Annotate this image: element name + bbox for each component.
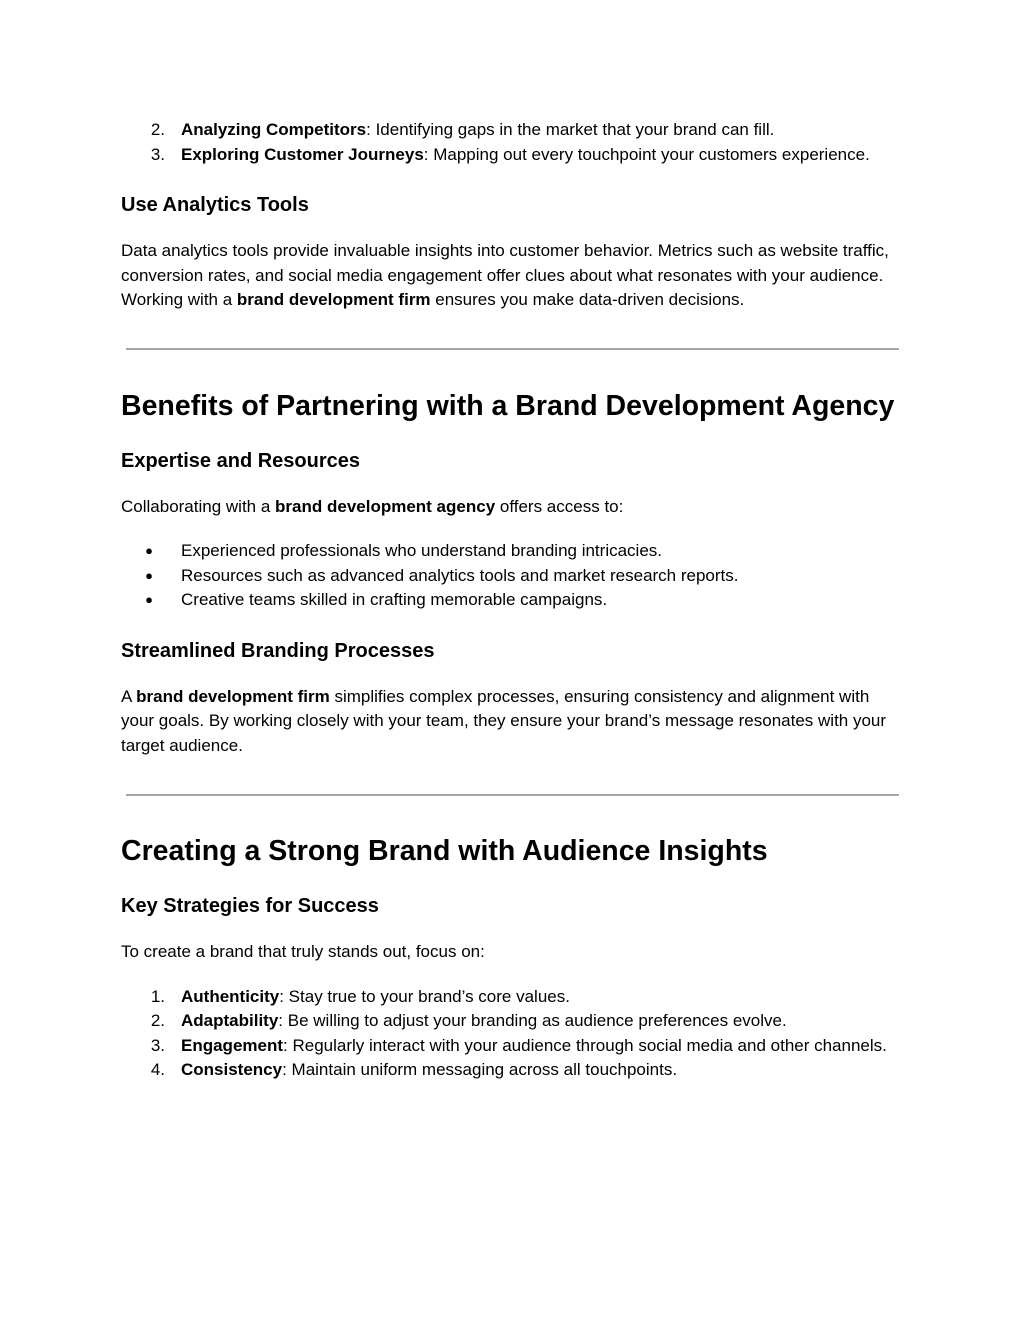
list-item: [121, 143, 901, 168]
bullet-icon: ●: [145, 543, 153, 558]
paragraph-text: Data analytics tools provide invaluable insights into customer behavior. Metrics such as website traffic, conversion rates, and social media engagement offer clues about what resonates with your audience. Working with a: [121, 241, 889, 309]
bullet-icon: ●: [145, 567, 153, 583]
list-text: : Mapping out every touchpoint your customers experience.: [423, 144, 870, 164]
strategies-heading: Key Strategies for Success: [121, 895, 379, 917]
benefits-title: Benefits of Partnering with a Brand Development Agency: [121, 389, 895, 422]
strategies-intro: To create a brand that truly stands out, focus on:: [121, 942, 485, 961]
list-number: 1.: [150, 986, 165, 1006]
analytics-paragraph: [121, 239, 901, 313]
bullet-icon: ●: [145, 592, 153, 607]
list-term: Consistency: [181, 1060, 283, 1079]
list-item: [121, 539, 901, 564]
list-text: : Stay true to your brand’s core values.: [279, 986, 570, 1006]
expertise-intro: [121, 495, 901, 520]
list-term: Exploring Customer Journeys: [181, 144, 424, 164]
list-term: Adaptability: [181, 1011, 279, 1030]
list-item: [121, 588, 901, 613]
list-text: Creative teams skilled in crafting memorable campaigns.: [181, 590, 608, 609]
paragraph-bold: brand development agency: [275, 496, 496, 516]
list-item: [121, 1009, 901, 1034]
list-text: : Be willing to adjust your branding as audience preferences evolve.: [278, 1011, 787, 1030]
list-item: [121, 1058, 901, 1083]
paragraph-bold: brand development firm: [136, 686, 330, 706]
paragraph-text: A: [121, 686, 137, 706]
list-item: [121, 1034, 901, 1059]
list-term: Engagement: [181, 1035, 284, 1055]
list-number: 3.: [150, 1035, 165, 1055]
list-text: Resources such as advanced analytics tools and market research reports.: [181, 565, 739, 585]
expertise-bullet-list: [121, 539, 901, 613]
paragraph-text: Collaborating with a: [121, 496, 276, 516]
list-item: [121, 985, 901, 1010]
expertise-heading: Expertise and Resources: [121, 449, 360, 472]
list-text: : Maintain uniform messaging across all touchpoints.: [282, 1060, 678, 1079]
analytics-heading: Use Analytics Tools: [121, 194, 309, 216]
horizontal-divider: [126, 794, 899, 796]
intro-numbered-list: [121, 118, 901, 167]
list-number: 4.: [150, 1060, 165, 1079]
paragraph-text: ensures you make data-driven decisions.: [430, 290, 745, 309]
list-text: : Regularly interact with your audience through social media and other channels.: [283, 1035, 887, 1055]
list-number: 3.: [150, 144, 165, 164]
strategies-numbered-list: [121, 985, 901, 1083]
streamlined-heading: Streamlined Branding Processes: [121, 639, 435, 662]
paragraph-text: simplifies complex processes, ensuring consistency and alignment with your goals. By working closely with your team, they ensure your brand’s message resonates with your target audience.: [121, 686, 887, 755]
list-text: : Identifying gaps in the market that your brand can fill.: [366, 120, 775, 139]
list-number: 2.: [150, 120, 165, 139]
paragraph-bold: brand development firm: [236, 290, 431, 309]
list-term: Authenticity: [181, 986, 280, 1006]
document-content: [121, 118, 901, 1083]
strong-brand-title: Creating a Strong Brand with Audience Insights: [121, 835, 768, 867]
horizontal-divider: [126, 348, 899, 350]
list-item: [121, 118, 901, 143]
list-number: 2.: [150, 1011, 165, 1030]
paragraph-text: offers access to:: [495, 496, 624, 516]
list-text: Experienced professionals who understand branding intricacies.: [181, 541, 663, 560]
streamlined-paragraph: [121, 685, 901, 759]
list-item: [121, 564, 901, 589]
list-term: Analyzing Competitors: [181, 120, 367, 139]
